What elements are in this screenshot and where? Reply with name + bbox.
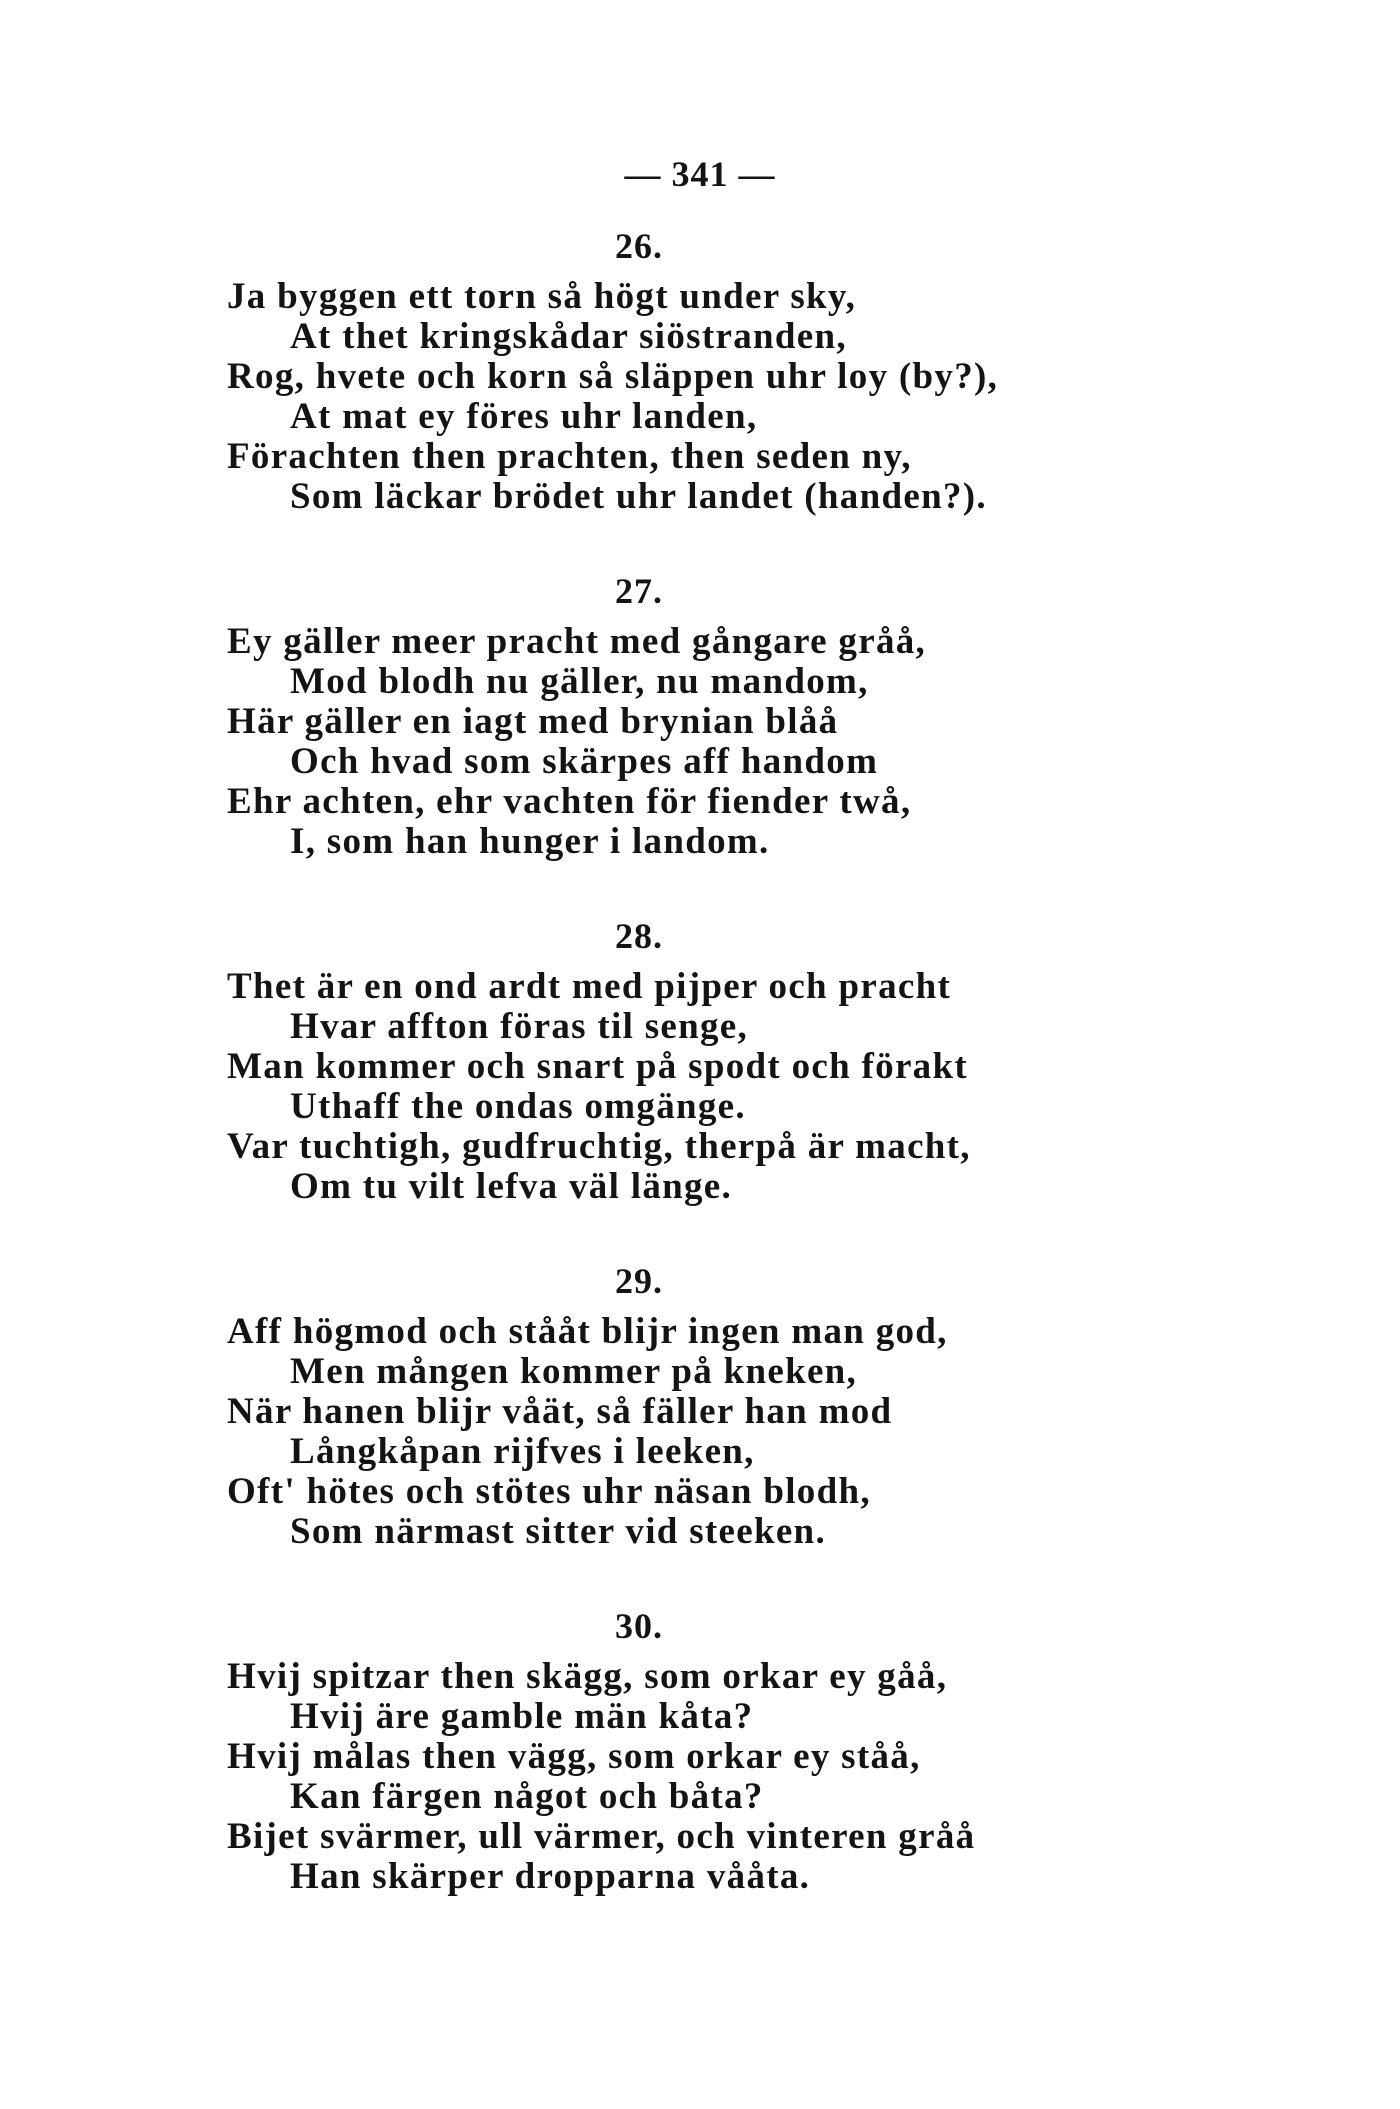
- stanza-number: 29.: [615, 1261, 663, 1301]
- page-number: — 341 —: [624, 154, 776, 194]
- verse-line: Men mången kommer på kneken,: [290, 1351, 858, 1392]
- verse-line: Hvij spitzar then skägg, som orkar ey gåå,: [227, 1656, 948, 1697]
- verse-line: När hanen blijr våät, så fäller han mod: [227, 1391, 893, 1432]
- verse-line: Hvij äre gamble män kåta?: [290, 1696, 754, 1737]
- stanza-number: 26.: [615, 226, 663, 266]
- verse-line: Var tuchtigh, gudfruchtig, therpå är macht,: [227, 1126, 971, 1167]
- verse-line: Långkåpan rijfves i leeken,: [290, 1431, 755, 1472]
- verse-line: Om tu vilt lefva väl länge.: [290, 1166, 733, 1207]
- verse-line: Som läckar brödet uhr landet (handen?).: [290, 476, 987, 517]
- verse-line: Aff högmod och stååt blijr ingen man god,: [227, 1311, 948, 1352]
- verse-line: Hvij målas then vägg, som orkar ey ståå,: [227, 1736, 921, 1777]
- verse-line: At mat ey föres uhr landen,: [290, 396, 758, 437]
- verse-line: Förachten then prachten, then seden ny,: [227, 436, 912, 477]
- verse-line: Bijet svärmer, ull värmer, och vinteren gråå: [227, 1816, 976, 1857]
- verse-line: I, som han hunger i landom.: [290, 821, 770, 862]
- verse-line: Här gäller en iagt med brynian blåå: [227, 701, 839, 742]
- verse-line: Som närmast sitter vid steeken.: [290, 1511, 826, 1552]
- verse-line: At thet kringskådar siöstranden,: [290, 316, 847, 357]
- verse-line: Ey gäller meer pracht med gångare gråå,: [227, 621, 927, 662]
- verse-line: Ja byggen ett torn så högt under sky,: [227, 276, 857, 317]
- verse-line: Rog, hvete och korn så släppen uhr loy (by?),: [227, 356, 999, 397]
- verse-line: Och hvad som skärpes aff handom: [290, 741, 879, 782]
- verse-line: Man kommer och snart på spodt och förakt: [227, 1046, 968, 1087]
- stanza-number: 30.: [615, 1606, 663, 1646]
- verse-line: Kan färgen något och båta?: [290, 1776, 764, 1817]
- verse-line: Han skärper dropparna vååta.: [290, 1856, 811, 1897]
- verse-line: Thet är en ond ardt med pijper och pracht: [227, 966, 952, 1007]
- verse-line: Oft' hötes och stötes uhr näsan blodh,: [227, 1471, 871, 1512]
- verse-line: Ehr achten, ehr vachten för fiender twå,: [227, 781, 912, 822]
- verse-line: Uthaff the ondas omgänge.: [290, 1086, 746, 1127]
- stanza-number: 28.: [615, 916, 663, 956]
- verse-line: Mod blodh nu gäller, nu mandom,: [290, 661, 869, 702]
- verse-line: Hvar affton föras til senge,: [290, 1006, 749, 1047]
- stanza-number: 27.: [615, 571, 663, 611]
